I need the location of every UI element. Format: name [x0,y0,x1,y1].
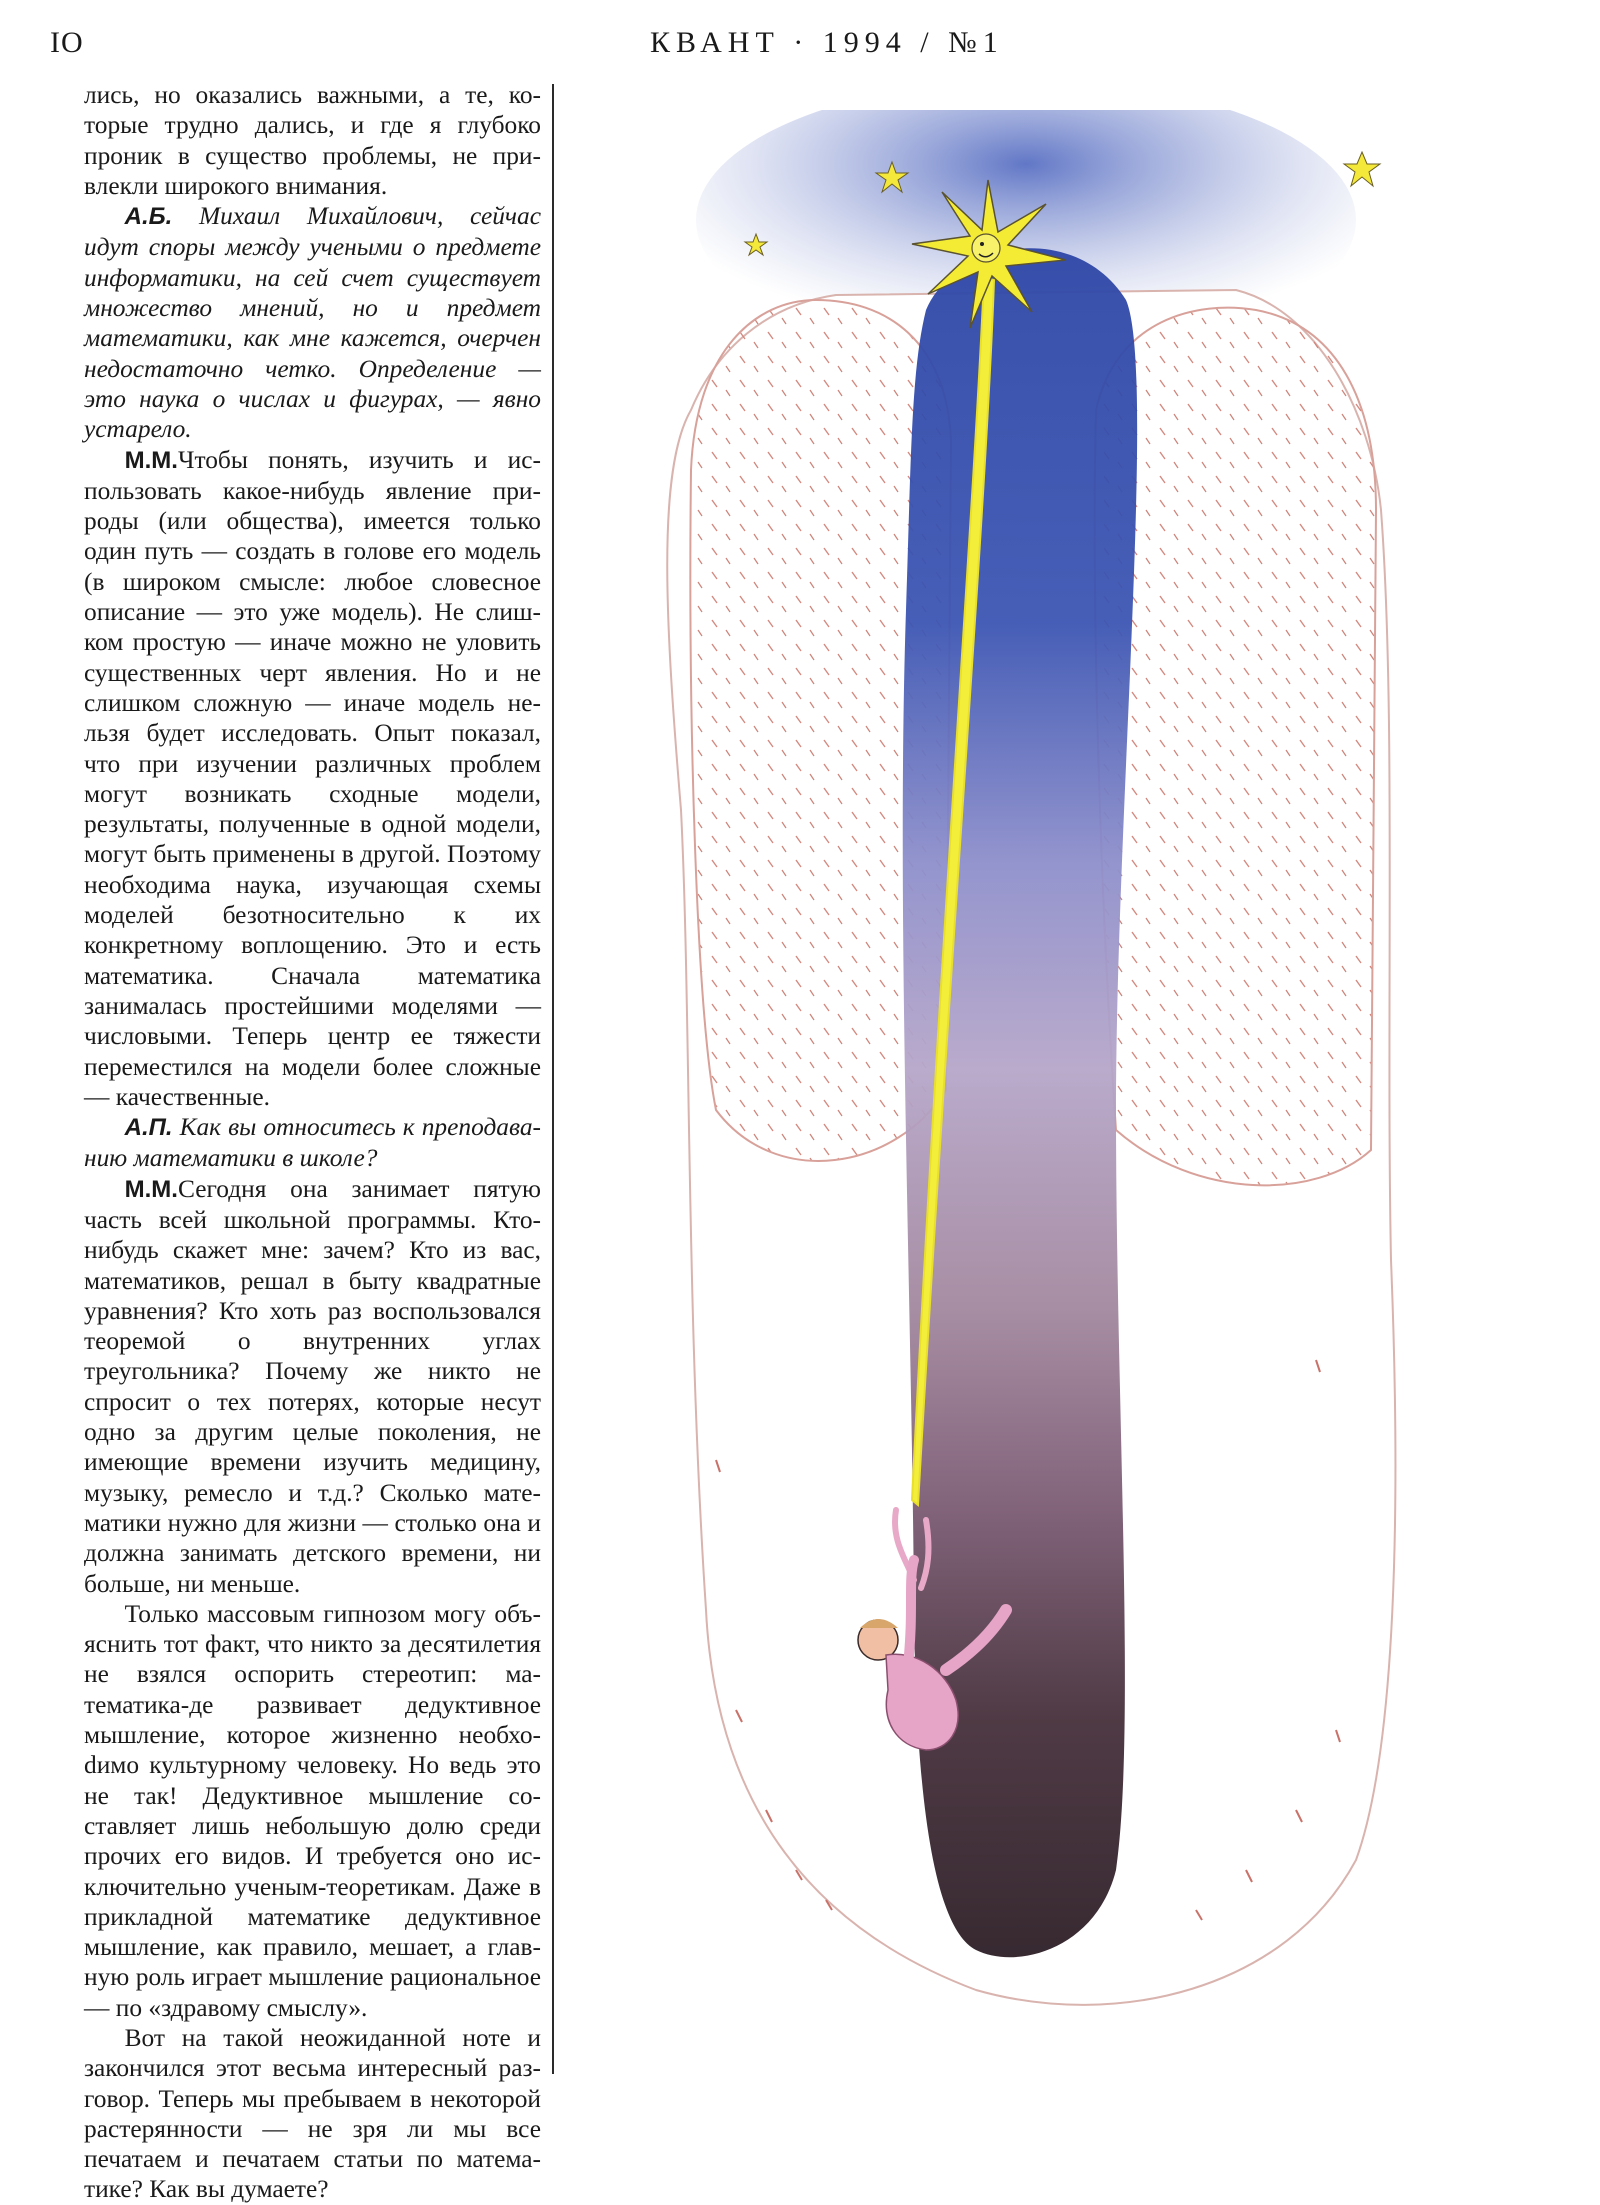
paragraph-7: Вот на такой неожиданной ноте и закончился этот весьма интересный разговор. Теперь мы пребываем в некоторой растерянности — не зря ли мы все печатаем и печатаем статьи по математике? Как вы думаете? [84,2024,541,2204]
paragraph-2-text: Михаил Михайлович, сейчас идут споры между учеными о предмете информатики, на сей счет существует множество мнений, но и предмет математики, как мне кажется, очерчен недостаточно четко. Определение — это наука о числах и фигурах, — явно устарело. [84,202,541,444]
small-star [1344,152,1380,186]
paragraph-1: лись, но оказались важными, а те, которые трудно дались, и где я глубоко проник в существо проблемы, не привлекли широкого внимания. [84,81,541,200]
paragraph-4-text: Как вы относитесь к преподаванию математики в школе? [84,1113,541,1173]
speaker-label: М.М. [124,1175,178,1203]
column-divider [552,84,554,2074]
watercolor-illustration [596,110,1426,2110]
paragraph-3 [84,445,541,1113]
speaker-label: А.Б. [124,203,173,231]
paragraph-5-text: Сегодня она занимает пятую часть всей школьной программы. Кто-нибудь скажет мне: зачем? Кто из вас, математиков, решал в быту квадратные уравнения? Кто хоть раз воспользовался теоремой о внутренних углах треугольника? Почему же никто не спросит о тех потерях, которые несут одно за другим целые поколения, не имеющие времени изучить медицину, музыку, ремесло и т.д.? Сколько математики нужно для жизни — столько она и должна занимать детского времени, ни больше, ни меньше. [84,1174,541,1598]
speaker-label: М.М. [124,446,178,474]
page-number: IO [50,26,84,59]
paragraph-3-text: Чтобы понять, изучить и использовать какое-нибудь явление природы (или общества), имеется только один путь — создать в голове его модель (в широком смысле: любое словесное описание — это уже модель). Не слишком простую — иначе можно не уловить существенных черт явления. Но и не слишком сложную — иначе модель нельзя будет исследовать. Опыт показал, что при изучении различных проблем могут возникать сходные модели, результаты, полученные в одной модели, могут быть применены в другой. Поэтому необходима наука, изучающая схемы моделей безотносительно к их конкретному воплощению. Это и есть математика. Сначала математика занималась простейшими моделями — числовыми. Теперь центр ее тяжести переместился на модели более сложные — качественные. [84,445,541,1111]
paragraph-5 [84,1174,541,1599]
paragraph-2 [84,201,541,444]
running-head: КВАНТ · 1994 / №1 [650,26,1004,59]
paragraph-6: Только массовым гипнозом могу объяснить тот факт, что никто за десятилетия не взялся оспорить стереотип: математика-де развивает дедуктивное мышление, которое жизненно необхоdимо культурному человеку. Но ведь это не так! Дедуктивное мышление составляет лишь небольшую долю среди прочих его видов. И требуется оно исключительно ученым-теоретикам. Даже в прикладной математике дедуктивное мышление, как правило, мешает, а главную роль играет мышление рациональное — по «здравому смыслу». [84,1599,541,2022]
speaker-label: А.П. [124,1114,173,1142]
article-text-column [84,80,541,2205]
paragraph-4 [84,1112,541,1174]
